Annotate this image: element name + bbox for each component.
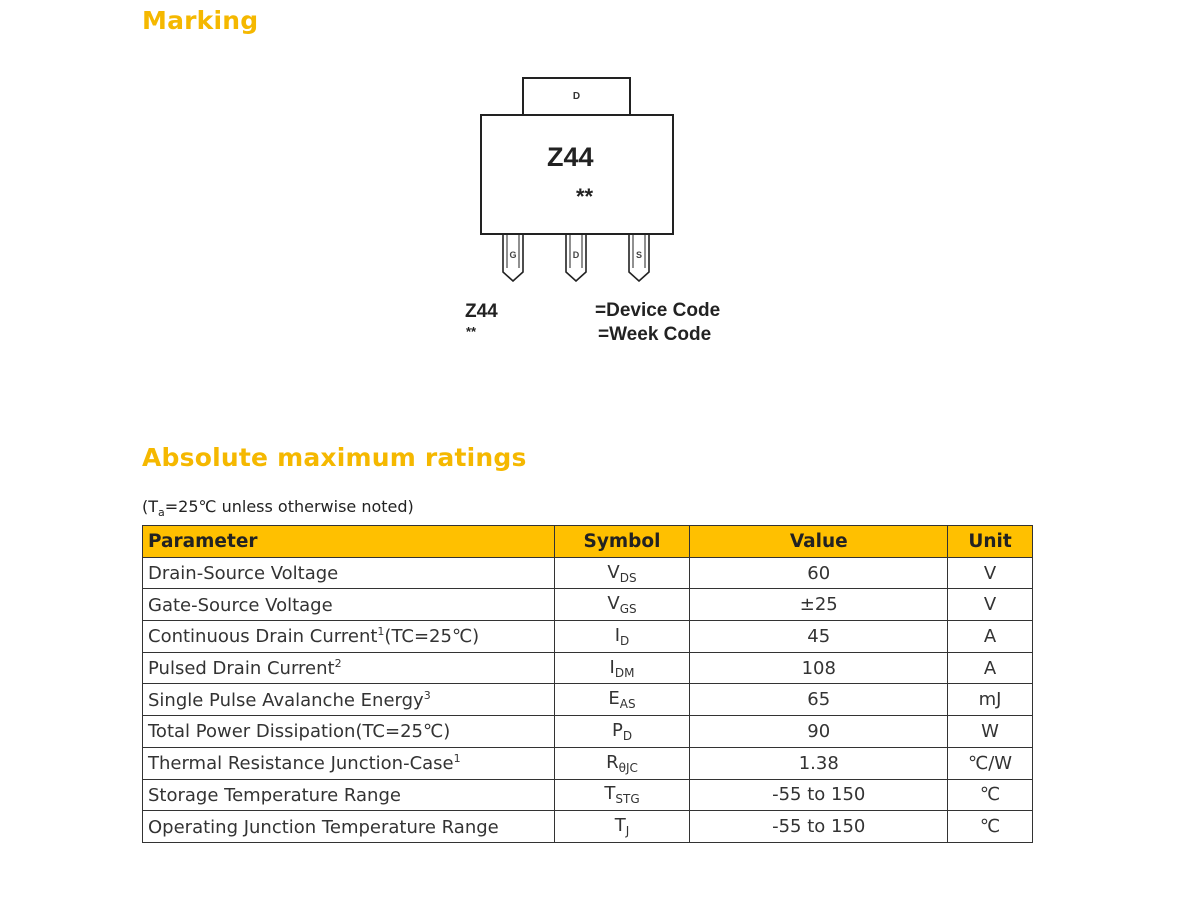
cell-value: 108 <box>690 652 948 684</box>
cell-parameter: Single Pulse Avalanche Energy$^3$ <box>143 684 555 716</box>
marking-section-title: Marking <box>142 6 259 35</box>
table-row <box>143 557 1033 589</box>
cell-parameter: Gate-Source Voltage <box>143 589 555 621</box>
cell-parameter: Continuous Drain Current$^1$(TC=25℃) <box>143 621 555 653</box>
header-unit: Unit <box>948 526 1033 558</box>
header-parameter: Parameter <box>143 526 555 558</box>
cell-symbol: $R_{\theta JC}$ <box>554 747 690 779</box>
table-row <box>143 684 1033 716</box>
cell-unit: V <box>948 589 1033 621</box>
cell-unit: A <box>948 621 1033 653</box>
pin-gate-label: G <box>509 250 517 260</box>
cell-symbol: $T_{STG}$ <box>554 779 690 811</box>
table-row <box>143 747 1033 779</box>
cell-unit: ℃ <box>948 779 1033 811</box>
table-row <box>143 589 1033 621</box>
table-row <box>143 779 1033 811</box>
cell-unit: W <box>948 716 1033 748</box>
cell-symbol: $E_{AS}$ <box>554 684 690 716</box>
cell-value: 60 <box>690 557 948 589</box>
cell-value: 1.38 <box>690 747 948 779</box>
cell-unit: V <box>948 557 1033 589</box>
ratings-table <box>142 525 1033 843</box>
cell-symbol: $V_{DS}$ <box>554 557 690 589</box>
pin-source-label: S <box>635 250 642 260</box>
cell-parameter: Pulsed Drain Current$^2$ <box>143 652 555 684</box>
cell-parameter: Operating Junction Temperature Range <box>143 811 555 843</box>
cell-symbol: $I_{DM}$ <box>554 652 690 684</box>
cell-unit: ℃ <box>948 811 1033 843</box>
package-marking-code: Z44 <box>547 142 594 172</box>
header-value: Value <box>690 526 948 558</box>
legend-week-symbol: ** <box>466 324 477 339</box>
cell-parameter: Thermal Resistance Junction-Case$^1$ <box>143 747 555 779</box>
legend-code-description: =Device Code <box>595 300 721 321</box>
cell-unit: A <box>948 652 1033 684</box>
cell-parameter: Drain-Source Voltage <box>143 557 555 589</box>
table-header-row <box>143 526 1033 558</box>
table-row <box>143 811 1033 843</box>
tab-pin-label: D <box>572 91 581 102</box>
legend-code-symbol: Z44 <box>465 301 498 322</box>
table-row <box>143 652 1033 684</box>
pin-drain-label: D <box>572 250 580 260</box>
cell-value: -55 to 150 <box>690 811 948 843</box>
cell-value: 45 <box>690 621 948 653</box>
table-row <box>143 716 1033 748</box>
package-body <box>480 114 674 235</box>
cell-symbol: $P_D$ <box>554 716 690 748</box>
cell-value: 65 <box>690 684 948 716</box>
cell-parameter: Total Power Dissipation(TC=25℃) <box>143 716 555 748</box>
package-week-code: ** <box>576 184 594 209</box>
cell-value: ±25 <box>690 589 948 621</box>
cell-symbol: $I_D$ <box>554 621 690 653</box>
cell-value: 90 <box>690 716 948 748</box>
cell-parameter: Storage Temperature Range <box>143 779 555 811</box>
cell-unit: mJ <box>948 684 1033 716</box>
cell-symbol: $T_J$ <box>554 811 690 843</box>
ratings-section-title: Absolute maximum ratings <box>142 443 527 472</box>
condition-note: ($T_a=25℃$ unless otherwise noted) <box>142 497 414 520</box>
table-row <box>143 621 1033 653</box>
header-symbol: Symbol <box>554 526 690 558</box>
cell-value: -55 to 150 <box>690 779 948 811</box>
legend-week-description: =Week Code <box>598 324 712 345</box>
cell-symbol: $V_{GS}$ <box>554 589 690 621</box>
cell-unit: ℃/W <box>948 747 1033 779</box>
